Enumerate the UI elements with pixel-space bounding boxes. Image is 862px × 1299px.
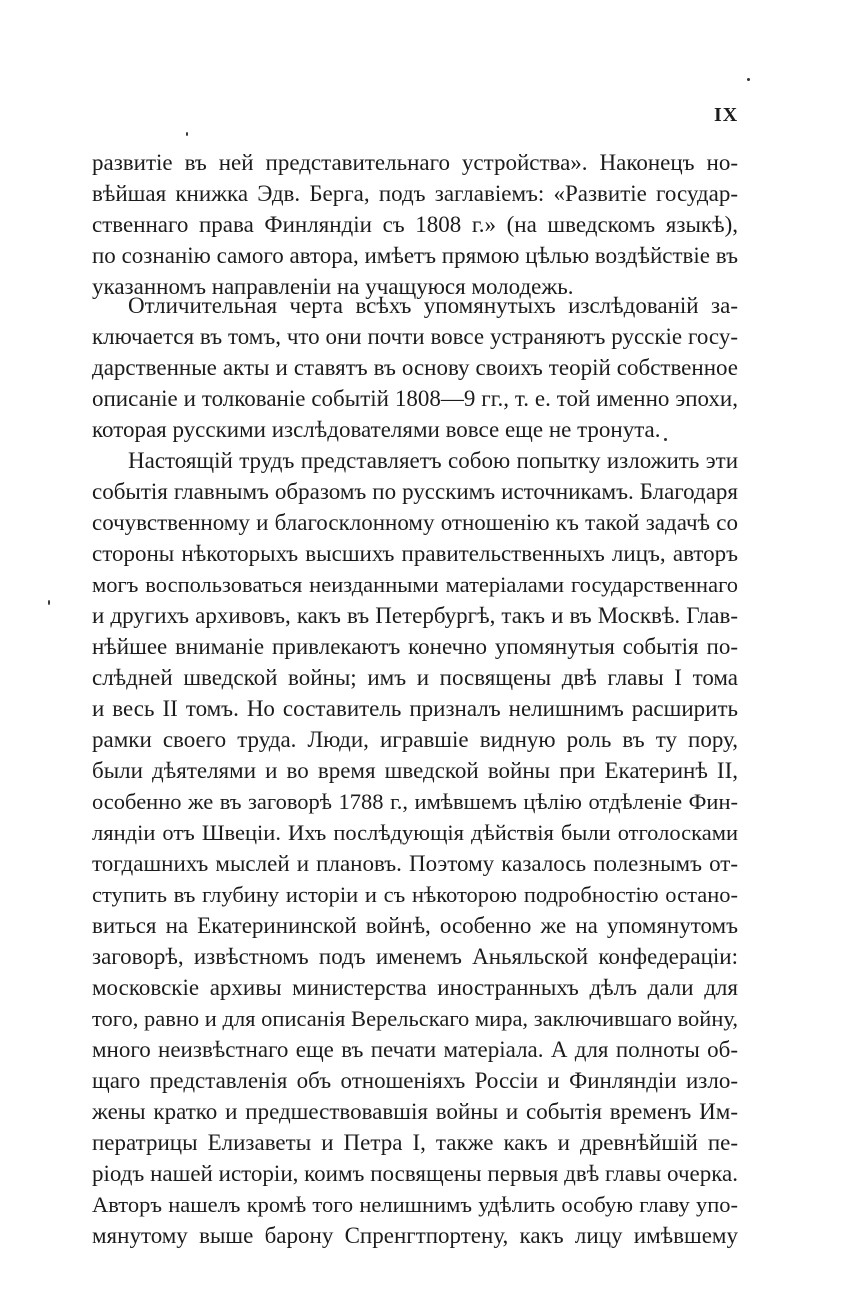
text-line: Отличительная черта всѣхъ упомянутыхъ изслѣдованій за-: [128, 293, 738, 318]
text-line: слѣдней шведской войны; имъ и посвящены двѣ главы I тома: [92, 665, 738, 690]
text-line: указанномъ направленіи на учащуюся молодежь.: [92, 274, 574, 299]
text-line: развитіе въ ней представительнаго устройства». Наконецъ но-: [92, 150, 738, 175]
text-line: дарственные акты и ставятъ въ основу своихъ теорій собственное: [92, 355, 738, 380]
scan-speck: [48, 600, 50, 605]
text-line: по сознанію самого автора, имѣетъ прямою цѣлью воздѣйствіе въ: [92, 243, 738, 268]
text-line: тогдашнихъ мыслей и плановъ. Поэтому казалось полезнымъ от-: [92, 851, 738, 876]
text-line: особенно же въ заговорѣ 1788 г., имѣвшемъ цѣлію отдѣленіе Фин-: [92, 789, 738, 814]
text-line: заговорѣ, извѣстномъ подъ именемъ Аньяльской конфедераціи:: [92, 944, 738, 969]
text-line: ператрицы Елизаветы и Петра I, также какъ и древнѣйшій пе-: [92, 1130, 738, 1155]
text-line: ляндіи отъ Швеціи. Ихъ послѣдующія дѣйствія были отголосками: [92, 820, 738, 845]
text-line: могъ воспользоваться неизданными матеріалами государственнаго: [92, 572, 738, 597]
text-line: событія главнымъ образомъ по русскимъ источникамъ. Благодаря: [92, 479, 738, 504]
scan-speck: [747, 78, 750, 81]
text-line: и весь II томъ. Но составитель призналъ нелишнимъ расширить: [92, 696, 738, 721]
text-line: жены кратко и предшествовавшія войны и событія временъ Им-: [92, 1099, 738, 1124]
text-line: сочувственному и благосклонному отношенію къ такой задачѣ со: [92, 510, 738, 535]
paragraph-3: [92, 445, 738, 1251]
page-number: IX: [714, 104, 739, 126]
text-line: Настоящій трудъ представляетъ собою попытку изложить эти: [128, 448, 738, 473]
text-line: нѣйшее вниманіе привлекаютъ конечно упомянутыя событія по-: [92, 634, 738, 659]
paragraph-2: [92, 290, 738, 445]
text-line: много неизвѣстнаго еще въ печати матеріала. А для полноты об-: [92, 1037, 738, 1062]
text-line: вѣйшая книжка Эдв. Берга, подъ заглавіемъ: «Развитіе государ-: [92, 181, 738, 206]
text-line: Авторъ нашелъ кромѣ того нелишнимъ удѣлить особую главу упо-: [92, 1192, 738, 1217]
paragraph-1: [92, 147, 738, 302]
text-line: стороны нѣкоторыхъ высшихъ правительственныхъ лицъ, авторъ: [92, 541, 738, 566]
text-line: рамки своего труда. Люди, игравшіе видную роль въ ту пору,: [92, 727, 738, 752]
text-line: ключается въ томъ, что они почти вовсе устраняютъ русскіе госу-: [92, 324, 738, 349]
text-line: щаго представленія объ отношеніяхъ Россіи и Финляндіи изло-: [92, 1068, 738, 1093]
text-line: описаніе и толкованіе событій 1808—9 гг., т. е. той именно эпохи,: [92, 386, 738, 411]
text-line: были дѣятелями и во время шведской войны при Екатеринѣ II,: [92, 758, 738, 783]
text-line: которая русскими изслѣдователями вовсе еще не тронута.: [92, 417, 661, 442]
text-line: виться на Екатерининской войнѣ, особенно же на упомянутомъ: [92, 913, 738, 938]
text-line: того, равно и для описанія Верельскаго мира, заключившаго войну,: [92, 1006, 738, 1031]
scan-speck: [186, 132, 188, 136]
scan-speck: [664, 438, 667, 441]
text-line: ступить въ глубину исторіи и съ нѣкоторою подробностію остано-: [92, 882, 738, 907]
text-line: мянутому выше барону Спренгтпортену, какъ лицу имѣвшему: [92, 1223, 738, 1248]
text-line: и другихъ архивовъ, какъ въ Петербургѣ, такъ и въ Москвѣ. Глав-: [92, 603, 738, 628]
text-line: ственнаго права Финляндіи съ 1808 г.» (на шведскомъ языкѣ),: [92, 212, 738, 237]
text-line: ріодъ нашей исторіи, коимъ посвящены первыя двѣ главы очерка.: [92, 1161, 738, 1186]
text-line: московскіе архивы министерства иностранныхъ дѣлъ дали для: [92, 975, 738, 1000]
